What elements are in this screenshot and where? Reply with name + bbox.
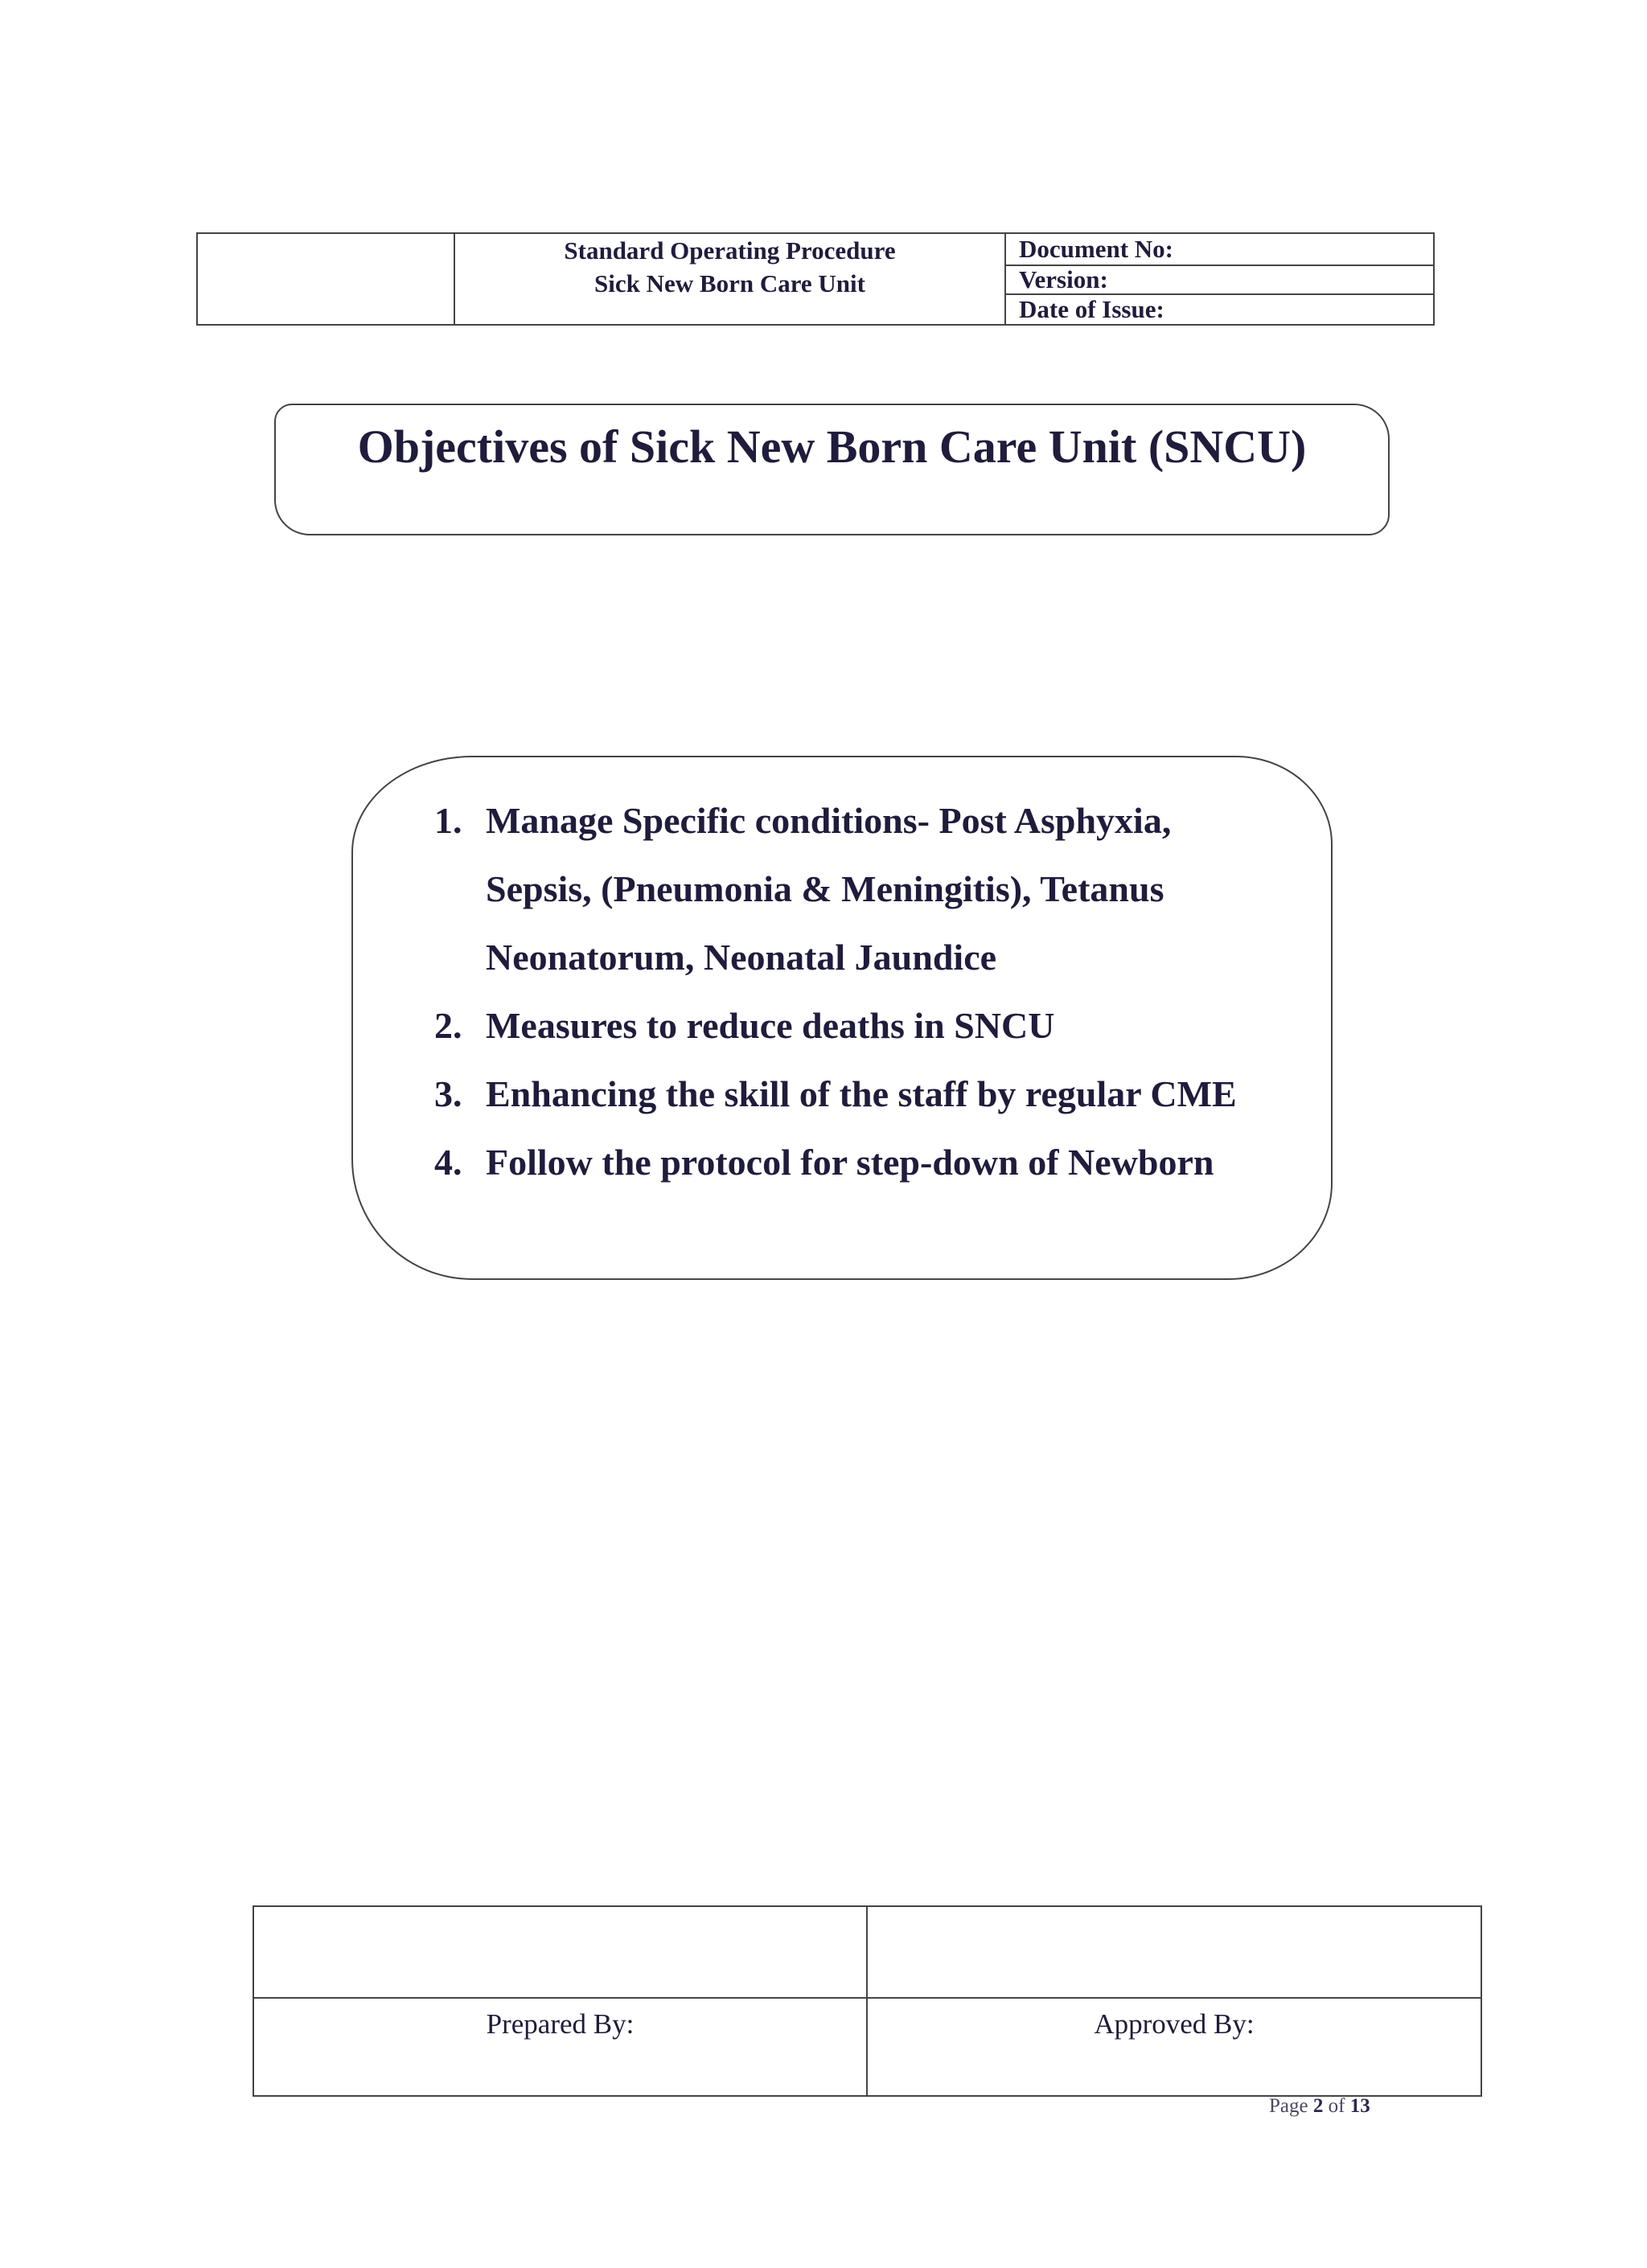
approved-by-signature-cell	[867, 1906, 1481, 1998]
page-number-prefix: Page	[1269, 2095, 1308, 2117]
prepared-by-signature-cell	[253, 1906, 867, 1998]
objective-text-line: Follow the protocol for step-down of Newborn	[486, 1142, 1214, 1183]
page-number-current: 2	[1312, 2095, 1324, 2117]
objectives-list	[434, 786, 1327, 1196]
header-logo-cell	[197, 233, 454, 325]
prepared-by-label: Prepared By:	[253, 1998, 867, 2096]
header-title-line2: Sick New Born Care Unit	[594, 269, 865, 297]
objective-item-2	[434, 991, 1327, 1060]
objective-item-3	[434, 1060, 1327, 1128]
page-number	[1269, 2094, 1370, 2118]
approved-by-label: Approved By:	[867, 1998, 1481, 2096]
page-number-of: of	[1328, 2095, 1345, 2117]
objective-number: 2.	[434, 1005, 462, 1046]
objective-text-line: Measures to reduce deaths in SNCU	[486, 1005, 1055, 1046]
objective-number: 1.	[434, 800, 462, 841]
signature-table	[253, 1905, 1482, 2097]
objective-number: 4.	[434, 1142, 462, 1183]
document-no-label: Document No:	[1005, 233, 1434, 265]
page-number-total: 13	[1349, 2095, 1370, 2117]
document-header-table	[196, 232, 1435, 326]
objective-text-line: Manage Specific conditions- Post Asphyxia,	[486, 800, 1172, 841]
header-title-line1: Standard Operating Procedure	[564, 236, 896, 265]
version-label: Version:	[1005, 265, 1434, 294]
objective-number: 3.	[434, 1073, 462, 1114]
objective-text-line: Sepsis, (Pneumonia & Meningitis), Tetanus	[486, 868, 1164, 909]
section-title: Objectives of Sick New Born Care Unit (SNCU)	[357, 420, 1307, 473]
objective-item-1	[434, 786, 1327, 991]
objective-item-4	[434, 1128, 1327, 1196]
header-title-cell	[454, 233, 1005, 325]
date-of-issue-label: Date of Issue:	[1005, 294, 1434, 325]
objective-text-line: Neonatorum, Neonatal Jaundice	[486, 937, 997, 978]
objective-text-line: Enhancing the skill of the staff by regular CME	[486, 1073, 1237, 1114]
